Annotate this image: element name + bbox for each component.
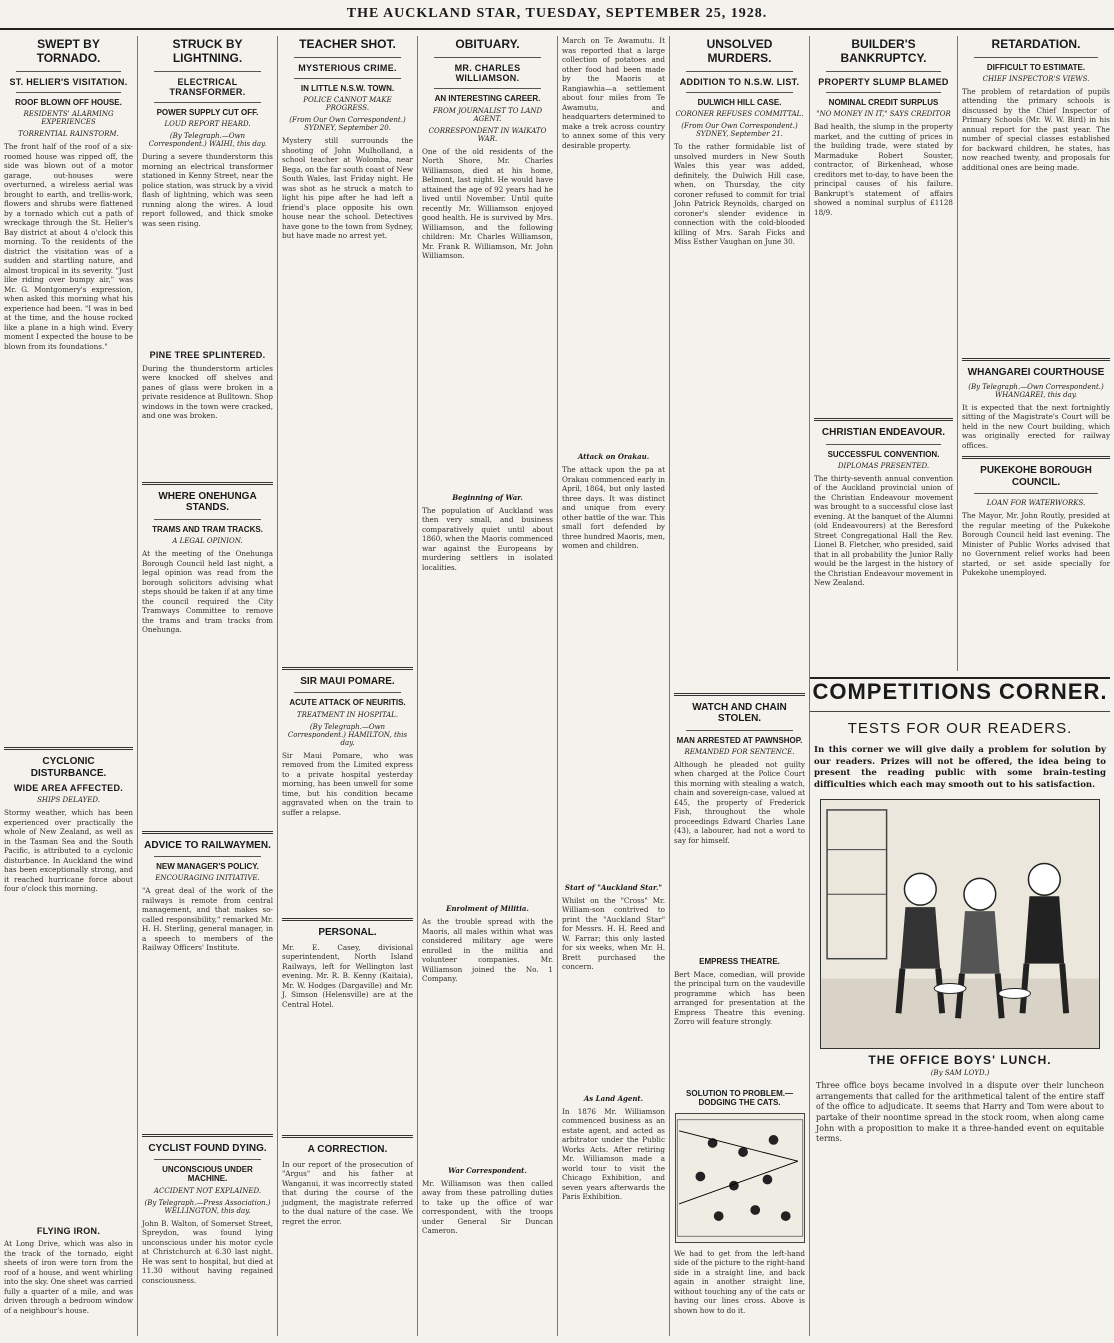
subhead: UNCONSCIOUS UNDER MACHINE. xyxy=(162,1165,253,1184)
headline-tornado: SWEPT BY TORNADO. xyxy=(36,37,101,65)
cats-puzzle-illustration xyxy=(675,1113,805,1243)
article-text: The thirty-seventh annual convention of the Auckland provincial union of the Christian Endeavour movement was brought to a successful close last evening. At the banquet of the Alumni (old Endeavourers) at the Beresford Street Congregational Hall the Rev. Lionel B. Fletcher, who presided, said that in all probability the Junior Rally would be the largest in the history of the Christian Endeavour movement in New Zealand. xyxy=(814,473,954,588)
column-2 xyxy=(138,36,278,1336)
subhead: MYSTERIOUS CRIME. xyxy=(298,62,397,73)
article-text: Sir Maui Pomare, who was removed from the Limited express to a private hospital yesterday morning, has been unwell for some time, but his condition became aggravated when on the train to suffer a relapse. xyxy=(282,750,413,817)
article-text: John B. Walton, of Somerset Street, Spreydon, was found lying unconscious under his motor cycle at Christchurch at 6.30 last night. He was sent to hospital, but died at 11.30 without having regained consciousness. xyxy=(142,1218,273,1285)
subhead: SUCCESSFUL CONVENTION. xyxy=(827,449,940,459)
byline: (By Telegraph.—Own Correspondent.) WAIHI, this day. xyxy=(148,132,267,149)
column-8 xyxy=(958,36,1114,671)
subhead: Start of "Auckland Star." xyxy=(564,882,663,892)
column-1 xyxy=(0,36,138,1336)
article-text: The Mayor, Mr. John Routly, presided at the regular meeting of the Pukekohe Borough Council held last evening. The Minister of Public Works advised that no Government relief works had been started, or set aside specially for Pukekohe unemployed. xyxy=(962,511,1110,578)
article-text: Mr. Williamson was then called away from these patrolling duties to take up the office of war correspondent, with the troops under General Sir Duncan Cameron. xyxy=(422,1178,553,1236)
article-text: The front half of the roof of a six-roomed house was ripped off, the side was blown out of a motor garage, out-houses were overturned, a wireless aerial was brought to earth, and trellis-work, flowers and shrubs were flattened by a tornado which cut a path of wreckage through the St. Helier's Bay district at about 4 o'clock this morning. To the residents of the district the visitation was of a sudden and startling nature, and almost tropical in its severity. "Just like riding over bumpy air," was Mr. G. Montgomery's expression, when asked this morning what his experience had been. "I was in bed at the time, and the house rocked like a plane in a high wind. Every moment I expected the house to be blown from its foundations." xyxy=(4,142,133,351)
subhead: SOLUTION TO PROBLEM.—DODGING THE CATS. xyxy=(686,1088,793,1107)
subhead: DIPLOMAS PRESENTED. xyxy=(837,461,930,470)
competitions-subtitle: TESTS FOR OUR READERS. xyxy=(847,720,1073,737)
subhead: Beginning of War. xyxy=(452,492,523,502)
masthead-title: THE AUCKLAND STAR, TUESDAY, SEPTEMBER 25, 1928. xyxy=(346,6,768,21)
headline-endeavour: CHRISTIAN ENDEAVOUR. xyxy=(821,427,946,439)
subhead: DIFFICULT TO ESTIMATE. xyxy=(986,62,1086,72)
headline-teacher: TEACHER SHOT. xyxy=(299,37,396,51)
article-text: March on Te Awamutu. It was reported that a large collection of potatoes and other food had been made by the Maoris at Rangiawhia—a settlement about four miles from Te Awamutu, and headquarters determined to make a trek across country to annex some of this very desirable property. xyxy=(562,36,665,150)
article-text: Bad health, the slump in the property market, and the cutting of prices in the building trade, were stated by Marmaduke Robert Souster, contractor, of Birkenhead, whose creditors met to-day, to have been the principal causes of his failure. Bankrupt's statement of affairs showed a nominal surplus of £1128 18/9. xyxy=(814,122,953,217)
subhead: NOMINAL CREDIT SURPLUS xyxy=(828,97,939,107)
headline-onehunga: WHERE ONEHUNGA STANDS. xyxy=(158,490,257,514)
subhead: POWER SUPPLY CUT OFF. xyxy=(156,108,259,118)
subhead: TRAMS AND TRAM TRACKS. xyxy=(152,524,263,534)
column-7 xyxy=(810,36,958,671)
subhead: PINE TREE SPLINTERED. xyxy=(149,350,266,361)
subhead: TORRENTIAL RAINSTORM. xyxy=(18,130,119,139)
subhead: REMANDED FOR SENTENCE. xyxy=(684,747,795,756)
subhead: ELECTRICAL TRANSFORMER. xyxy=(169,76,246,97)
article-text: Mr. E. Casey, divisional superintendent, North Island Railways, left for Wellington last evening. Mr. R. B. Kenny (Kaitaia), Mr. W. Hodges (Dargaville) and Mr. J. Simson (Helensville) are at the Central Hotel. xyxy=(282,942,413,1009)
subhead: WIDE AREA AFFECTED. xyxy=(13,783,124,794)
subhead: RESIDENTS' ALARMING EXPERIENCES xyxy=(23,110,114,127)
competitions-title: COMPETITIONS CORNER. xyxy=(810,679,1110,712)
headline-cyclist: CYCLIST FOUND DYING. xyxy=(148,1142,267,1154)
byline: (From Our Own Correspondent.) SYDNEY, September 21. xyxy=(681,122,798,139)
subhead: EMPRESS THEATRE. xyxy=(699,957,780,967)
column-4 xyxy=(418,36,558,1336)
headline-personal: PERSONAL. xyxy=(318,927,377,939)
office-boys-illustration xyxy=(820,799,1100,1049)
subhead: PROPERTY SLUMP BLAMED xyxy=(818,76,949,87)
subhead: ACCIDENT NOT EXPLAINED. xyxy=(153,1186,262,1195)
article-text: During a severe thunderstorm this morning an electrical transformer stationed in Kenny Street, near the police station, was struck by a vivid flash of lightning, which was seen running along the wires. A loud report followed, and thick smoke was seen rising. xyxy=(142,152,273,228)
article-text: Whilst on the "Cross" Mr. William-son contrived to print the "Auckland Star" for Messrs. H. H. Reed and W. Farrar; this only lasted for six weeks, when Mr. H. Brett purchased the concern. xyxy=(562,895,665,971)
competitions-corner xyxy=(810,677,1110,1337)
headline-bankruptcy: BUILDER'S BANKRUPTCY. xyxy=(840,37,927,65)
article-text: The attack upon the pa at Orakau commenced early in April, 1864, but only lasted three days. It was distinct and unique from every other battle of the war. This small fort defended by three hundred Maoris, men, women and children. xyxy=(562,465,665,550)
subhead: CORONER REFUSES COMMITTAL. xyxy=(675,110,804,119)
headline-pukekohe: PUKEKOHE BOROUGH COUNCIL. xyxy=(980,465,1092,488)
headline-railwaymen: ADVICE TO RAILWAYMEN. xyxy=(144,839,271,851)
subhead: TREATMENT IN HOSPITAL. xyxy=(296,710,399,719)
subhead: ENCOURAGING INITIATIVE. xyxy=(155,874,260,883)
article-text: "A great deal of the work of the railways is remote from central management, and that makes so-called responsibility," remarked Mr. H. H. Sterling, general manager, in a speech to members of the Railway Officers' Institute. xyxy=(142,886,273,953)
article-text: In 1876 Mr. Williamson commenced business as an estate agent, and acted as arbitrator under the Public Works Acts. After retiring Mr. Williamson made a world tour to visit the Chicago Exhibition, and seven years afterwards the Paris Exhibition. xyxy=(562,1106,665,1201)
subhead: SHIPS DELAYED. xyxy=(37,796,100,805)
subhead: Enrolment of Militia. xyxy=(446,904,529,914)
byline: (From Our Own Correspondent.) SYDNEY, September 20. xyxy=(289,116,406,133)
column-3 xyxy=(278,36,418,1336)
subhead: FLYING IRON. xyxy=(36,1225,101,1236)
column-5 xyxy=(558,36,670,1336)
subhead: ST. HELIER'S VISITATION. xyxy=(9,76,128,87)
subhead: ADDITION TO N.S.W. LIST. xyxy=(679,76,800,87)
subhead: LOAN FOR WATERWORKS. xyxy=(986,499,1086,508)
subhead: CORRESPONDENT IN WAIKATO WAR. xyxy=(428,126,547,143)
subhead: DULWICH HILL CASE. xyxy=(697,97,782,107)
article-text: Mystery still surrounds the shooting of John Mulholland, a school teacher at Wolomba, near Bega, on the far south coast of New South Wales, last Friday night. He was shot as he struck a match to light his pipe after he had left a friend's place opposite his own house near the school. Detectives have gone to the town from Sydney, but have made no arrest yet. xyxy=(282,136,413,241)
subhead: A LEGAL OPINION. xyxy=(172,537,243,545)
subhead: CHIEF INSPECTOR'S VIEWS. xyxy=(982,74,1090,83)
headline-courthouse: WHANGAREI COURTHOUSE xyxy=(967,367,1105,379)
subhead: War Correspondent. xyxy=(448,1165,527,1175)
subhead: As Land Agent. xyxy=(583,1093,644,1103)
article-text: The population of Auckland was then very small, and business comparatively quiet until about 1860, when the Maoris commenced war against the Europeans by murdering settlers in isolated localities. xyxy=(422,505,553,572)
article-text: The problem of retardation of pupils attending the primary schools is discussed by the Chief Inspector of Primary Schools (Mr. W. W. Bird) in his annual report for the past year. The number of special classes established for backward children, he states, has now reached twenty, and proposals for additional ones are being made. xyxy=(962,86,1110,172)
article-text: As the trouble spread with the Maoris, all males within what was considered military age were enrolled in the militia and volunteer companies. Mr. Williamson joined the No. 1 Company. xyxy=(422,917,553,984)
article-text: It is expected that the next fortnightly sitting of the Magistrate's Court will be held in the new Court building, which was originally erected for railway offices. xyxy=(962,402,1110,450)
article-text: One of the old residents of the North Shore, Mr. Charles Williamson, died at his home, Belmont, last night. He would have attained the age of 92 years had he lived until November. Until quite recently Mr. Williamson enjoyed good health. He is survived by Mrs. Williamson, and the following children: Mr. Charles Williamson, Mr. Frank R. Williamson, Mr. John Williamson. xyxy=(422,146,553,261)
subhead: IN LITTLE N.S.W. TOWN. xyxy=(300,84,395,94)
byline: (By Telegraph.—Own Correspondent.) HAMILTON, this day. xyxy=(287,722,408,747)
subhead: Attack on Orakau. xyxy=(577,452,650,461)
headline-correction: A CORRECTION. xyxy=(307,1144,388,1156)
subhead: "NO MONEY IN IT," SAYS CREDITOR xyxy=(816,110,951,119)
subhead: ROOF BLOWN OFF HOUSE. xyxy=(15,97,122,107)
headline-pomare: SIR MAUI POMARE. xyxy=(300,675,395,687)
headline-lightning: STRUCK BY LIGHTNING. xyxy=(172,37,243,65)
byline: (By Telegraph.—Own Correspondent.) WHANGAREI, this day. xyxy=(968,382,1104,399)
headline-cyclonic: CYCLONIC DISTURBANCE. xyxy=(30,756,107,779)
subhead: AN INTERESTING CAREER. xyxy=(434,94,541,104)
headline-murders: UNSOLVED MURDERS. xyxy=(706,37,773,65)
article-text xyxy=(4,351,133,741)
subhead: MR. CHARLES WILLIAMSON. xyxy=(454,62,521,84)
article-text: In our report of the prosecution of "Argus" and his father at Wanganui, it was incorrectly stated that during the course of the judgment, the magistrate referred to the dual nature of the case. We regret the error. xyxy=(282,1159,413,1226)
subhead: FROM JOURNALIST TO LAND AGENT. xyxy=(432,106,543,123)
puzzle-caption: THE OFFICE BOYS' LUNCH. xyxy=(868,1053,1052,1068)
article-text: At Long Drive, which was also in the track of the tornado, eight sheets of iron were torn from the roof of a house, and went whirling into the sky. One sheet was carried fully a quarter of a mile, and was driven through a bedroom window of a neighbour's house. xyxy=(4,1239,133,1315)
subhead: NEW MANAGER'S POLICY. xyxy=(156,862,259,871)
byline: (By Telegraph.—Press Association.) WELLINGTON, this day. xyxy=(144,1198,271,1215)
masthead xyxy=(0,0,1114,30)
headline-watch: WATCH AND CHAIN STOLEN. xyxy=(692,701,787,725)
article-text: At the meeting of the Onehunga Borough Council held last night, a legal opinion was read from the borough solicitors advising what steps should be taken if at any time the council required the City Tramways Committee to remove the trams and tram tracks from Onehunga. xyxy=(142,549,273,634)
article-text: Bert Mace, comedian, will provide the principal turn on the vaudeville programme which has been arranged for presentation at the Empress Theatre this evening. Zorro will feature strongly. xyxy=(674,969,805,1026)
column-6 xyxy=(670,36,810,1336)
article-text: Although he pleaded not guilty when charged at the Police Court this morning with stealing a watch, chain and sovereign-case, valued at £45, the property of Frederick Fish, throughout the whole proceedings Edward Charles Lane (43), a labourer, had not a word to say for himself. xyxy=(674,759,805,845)
headline-retardation: RETARDATION. xyxy=(991,37,1081,51)
article-text: To the rather formidable list of unsolved murders in New South Wales this year was added, definitely, the Dulwich Hill case, when, on Thursday, the city coroner refused to commit for trial John Patrick Reynolds, charged on coroner's slender evidence in connection with the cold-blooded killing of Mrs. Sarah Ficks and Miss Esther Vaughan on June 30. xyxy=(674,142,805,247)
headline-obituary: OBITUARY. xyxy=(455,37,520,51)
puzzle-text: Three office boys became involved in a dispute over their luncheon arrangements that called for the arithmetical talent of the entire staff of the office to adjudicate. It seems that Harry and Tom were about to partake of their noontime spread in the stock room, when along came John with a proposition to make it a three-handed event on equitable terms. xyxy=(816,1081,1104,1144)
subhead: MAN ARRESTED AT PAWNSHOP. xyxy=(676,735,803,745)
article-text: Stormy weather, which has been experienced over practically the whole of New Zealand, as well as in the Tasman Sea and the South Pacific, is attributed to a cyclonic disturbance. In Auckland the wind has been exceptionally strong, and it reached hurricane force about four o'clock this morning. xyxy=(4,808,133,894)
solution-caption: We had to get from the left-hand side of the picture to the right-hand side in a straight line, and back again in another straight line, without touching any of the cats or having our lines cross. Above is shown how to do it. xyxy=(674,1248,805,1315)
puzzle-author: (By SAM LOYD.) xyxy=(930,1069,990,1078)
competitions-intro: In this corner we will give daily a problem for solution by our readers. Prizes will not be offered, the idea being to present the reading public with some brain-testing difficulties which each may smooth out to his satisfaction. xyxy=(814,745,1106,790)
article-text: During the thunderstorm articles were knocked off shelves and panes of glass were broken in a private residence at Bulltown. Shop windows in the town were cracked, and one was broken. xyxy=(142,363,273,421)
subhead: LOUD REPORT HEARD. xyxy=(164,120,251,129)
subhead: ACUTE ATTACK OF NEURITIS. xyxy=(289,698,406,708)
subhead: POLICE CANNOT MAKE PROGRESS. xyxy=(303,96,392,113)
